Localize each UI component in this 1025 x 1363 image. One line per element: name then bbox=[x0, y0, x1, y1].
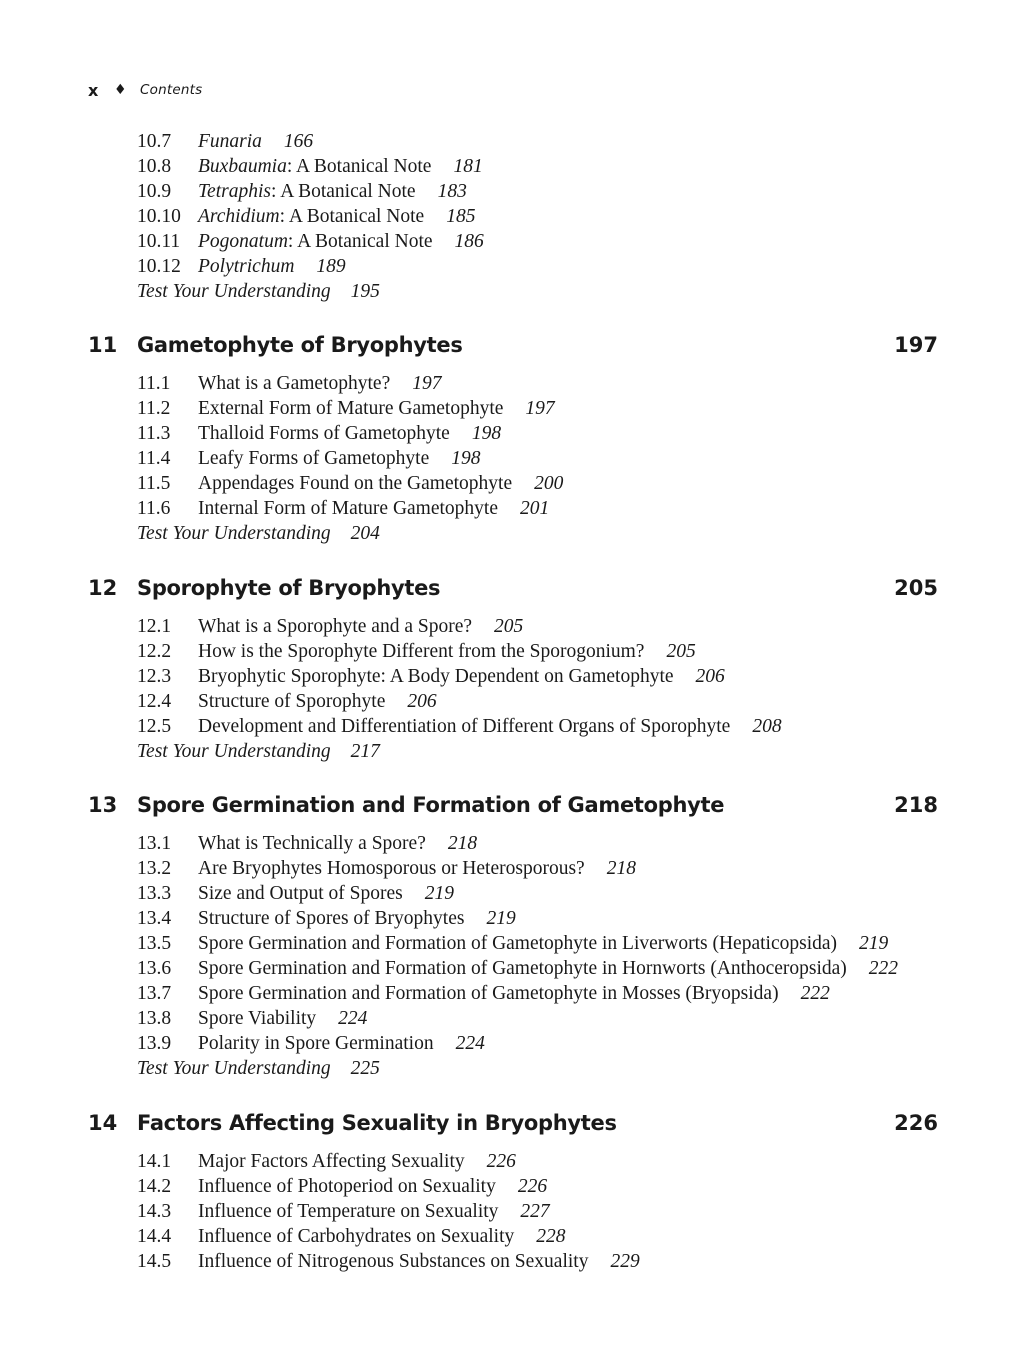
section-title bbox=[198, 498, 498, 519]
section-number: 13.8 bbox=[137, 1008, 172, 1029]
chapter-heading[interactable] bbox=[88, 1108, 938, 1138]
section-title-italic: Polytrichum bbox=[198, 256, 295, 277]
section-title-text: Are Bryophytes Homosporous or Heterosporous? bbox=[198, 858, 585, 879]
test-your-understanding-entry[interactable] bbox=[137, 739, 380, 764]
chapter-heading[interactable] bbox=[88, 573, 938, 603]
section-page-number: 206 bbox=[407, 691, 437, 712]
section-title bbox=[198, 1033, 434, 1054]
section-page-number: 198 bbox=[471, 423, 502, 444]
section-page-number: 189 bbox=[316, 256, 346, 277]
toc-entry[interactable] bbox=[137, 396, 555, 421]
chapter-title: Gametophyte of Bryophytes bbox=[137, 333, 463, 357]
toc-entry[interactable] bbox=[137, 714, 782, 739]
toc-entry[interactable] bbox=[137, 254, 346, 279]
section-title bbox=[198, 231, 433, 252]
section-page-number: 185 bbox=[446, 206, 476, 227]
section-title bbox=[198, 398, 503, 419]
section-page-number: 181 bbox=[453, 156, 483, 177]
section-title-text: How is the Sporophyte Different from the Sporogonium? bbox=[198, 641, 645, 662]
chapter-page-number: 197 bbox=[894, 333, 938, 357]
section-title bbox=[198, 833, 426, 854]
test-title: Test Your Understanding bbox=[137, 741, 331, 762]
test-page-number: 204 bbox=[350, 523, 380, 544]
toc-entry[interactable] bbox=[137, 831, 477, 856]
section-title-text: External Form of Mature Gametophyte bbox=[198, 398, 504, 419]
section-page-number: 200 bbox=[534, 473, 564, 494]
diamond-icon: ♦ bbox=[114, 82, 127, 98]
section-title-text: Spore Viability bbox=[198, 1008, 317, 1029]
section-title bbox=[198, 473, 512, 494]
section-number: 11.1 bbox=[137, 373, 171, 394]
chapter-number: 12 bbox=[88, 576, 118, 600]
section-number: 11.5 bbox=[137, 473, 171, 494]
test-title: Test Your Understanding bbox=[137, 523, 331, 544]
test-your-understanding-entry[interactable] bbox=[137, 1056, 380, 1081]
section-title bbox=[198, 1251, 588, 1272]
toc-entry[interactable] bbox=[137, 471, 563, 496]
toc-entry[interactable] bbox=[137, 421, 501, 446]
section-number: 12.2 bbox=[137, 641, 172, 662]
section-title bbox=[198, 1226, 514, 1247]
toc-entry[interactable] bbox=[137, 446, 480, 471]
section-page-number: 166 bbox=[283, 131, 314, 152]
section-title bbox=[198, 373, 390, 394]
page-folio: x bbox=[88, 80, 99, 100]
toc-entry[interactable] bbox=[137, 956, 898, 981]
toc-entry[interactable] bbox=[137, 1249, 640, 1274]
section-number: 12.1 bbox=[137, 616, 172, 637]
section-title bbox=[198, 131, 262, 152]
section-title bbox=[198, 1201, 498, 1222]
toc-entry[interactable] bbox=[137, 614, 523, 639]
section-page-number: 205 bbox=[494, 616, 524, 637]
section-number: 13.6 bbox=[137, 958, 172, 979]
section-title bbox=[198, 666, 674, 687]
chapter-heading[interactable] bbox=[88, 790, 938, 820]
test-title: Test Your Understanding bbox=[137, 1058, 331, 1079]
toc-entry[interactable] bbox=[137, 204, 475, 229]
section-page-number: 219 bbox=[486, 908, 516, 929]
section-title-text: Influence of Photoperiod on Sexuality bbox=[198, 1176, 496, 1197]
section-number: 10.12 bbox=[137, 256, 181, 277]
section-number: 10.9 bbox=[137, 181, 172, 202]
section-title-italic: Tetraphis bbox=[198, 181, 271, 202]
toc-entry[interactable] bbox=[137, 1224, 566, 1249]
section-title bbox=[198, 933, 837, 954]
section-title-text: What is a Gametophyte? bbox=[198, 373, 391, 394]
section-title bbox=[198, 883, 403, 904]
test-title: Test Your Understanding bbox=[137, 281, 331, 302]
section-title-text: Leafy Forms of Gametophyte bbox=[198, 448, 430, 469]
section-page-number: 218 bbox=[447, 833, 478, 854]
section-title bbox=[198, 1008, 316, 1029]
toc-entry[interactable] bbox=[137, 1006, 367, 1031]
chapter-number: 11 bbox=[88, 333, 118, 357]
section-number: 12.3 bbox=[137, 666, 172, 687]
test-your-understanding-entry[interactable] bbox=[137, 279, 380, 304]
section-number: 12.4 bbox=[137, 691, 172, 712]
section-title bbox=[198, 256, 294, 277]
section-title-text: : A Botanical Note bbox=[279, 206, 425, 227]
section-title-text: Spore Germination and Formation of Gametophyte in Hornworts (Anthoceropsida) bbox=[198, 958, 847, 979]
section-title-text: What is Technically a Spore? bbox=[198, 833, 426, 854]
section-number: 13.7 bbox=[137, 983, 172, 1004]
toc-entry[interactable] bbox=[137, 931, 888, 956]
section-title-text: Appendages Found on the Gametophyte bbox=[198, 473, 513, 494]
section-title bbox=[198, 181, 416, 202]
section-page-number: 186 bbox=[454, 231, 484, 252]
section-title bbox=[198, 448, 429, 469]
section-page-number: 219 bbox=[424, 883, 454, 904]
section-title bbox=[198, 641, 644, 662]
section-title bbox=[198, 983, 779, 1004]
section-number: 14.5 bbox=[137, 1251, 172, 1272]
section-title-text: Influence of Temperature on Sexuality bbox=[198, 1201, 499, 1222]
section-page-number: 222 bbox=[868, 958, 899, 979]
section-number: 13.4 bbox=[137, 908, 172, 929]
toc-entry[interactable] bbox=[137, 981, 830, 1006]
section-page-number: 206 bbox=[695, 666, 725, 687]
running-head-title: Contents bbox=[140, 82, 203, 98]
section-title-text: Structure of Spores of Bryophytes bbox=[198, 908, 465, 929]
section-number: 10.7 bbox=[137, 131, 172, 152]
section-title bbox=[198, 908, 464, 929]
toc-entry[interactable] bbox=[137, 906, 516, 931]
chapter-number: 13 bbox=[88, 793, 118, 817]
toc-entry[interactable] bbox=[137, 1199, 550, 1224]
section-title-text: : A Botanical Note bbox=[287, 231, 433, 252]
toc-entry[interactable] bbox=[137, 881, 454, 906]
chapter-title: Factors Affecting Sexuality in Bryophytes bbox=[137, 1111, 617, 1135]
running-head bbox=[88, 79, 202, 101]
section-title bbox=[198, 1151, 465, 1172]
section-number: 14.4 bbox=[137, 1226, 172, 1247]
section-title-text: : A Botanical Note bbox=[286, 156, 432, 177]
section-title-text: Polarity in Spore Germination bbox=[198, 1033, 434, 1054]
section-page-number: 224 bbox=[338, 1008, 368, 1029]
toc-entry[interactable] bbox=[137, 689, 437, 714]
toc-entry[interactable] bbox=[137, 664, 725, 689]
section-number: 11.2 bbox=[137, 398, 171, 419]
section-number: 13.3 bbox=[137, 883, 172, 904]
chapter-page-number: 218 bbox=[894, 793, 938, 817]
section-page-number: 226 bbox=[486, 1151, 516, 1172]
section-title-text: Structure of Sporophyte bbox=[198, 691, 386, 712]
chapter-title: Sporophyte of Bryophytes bbox=[137, 576, 441, 600]
section-number: 11.3 bbox=[137, 423, 171, 444]
section-page-number: 205 bbox=[666, 641, 696, 662]
section-title-text: Bryophytic Sporophyte: A Body Dependent on Gametophyte bbox=[198, 666, 674, 687]
section-title-text: Size and Output of Spores bbox=[198, 883, 403, 904]
section-number: 11.4 bbox=[137, 448, 171, 469]
section-page-number: 208 bbox=[752, 716, 782, 737]
toc-entry[interactable] bbox=[137, 1174, 547, 1199]
toc-entry[interactable] bbox=[137, 639, 696, 664]
section-title-text: Influence of Carbohydrates on Sexuality bbox=[198, 1226, 515, 1247]
section-page-number: 226 bbox=[517, 1176, 548, 1197]
section-title bbox=[198, 858, 585, 879]
section-title-italic: Archidium bbox=[198, 206, 280, 227]
section-title bbox=[198, 691, 385, 712]
section-title bbox=[198, 716, 730, 737]
section-title-text: Thalloid Forms of Gametophyte bbox=[198, 423, 450, 444]
section-number: 12.5 bbox=[137, 716, 172, 737]
chapter-page-number: 226 bbox=[894, 1111, 938, 1135]
section-number: 13.2 bbox=[137, 858, 172, 879]
section-title bbox=[198, 958, 847, 979]
section-page-number: 227 bbox=[520, 1201, 550, 1222]
section-page-number: 201 bbox=[520, 498, 550, 519]
section-page-number: 218 bbox=[606, 858, 636, 879]
toc-entry[interactable] bbox=[137, 179, 467, 204]
section-page-number: 197 bbox=[525, 398, 555, 419]
test-your-understanding-entry[interactable] bbox=[137, 521, 380, 546]
section-number: 14.3 bbox=[137, 1201, 172, 1222]
section-page-number: 219 bbox=[859, 933, 889, 954]
section-number: 13.9 bbox=[137, 1033, 172, 1054]
section-title bbox=[198, 1176, 496, 1197]
test-page-number: 195 bbox=[350, 281, 380, 302]
section-title-italic: Funaria bbox=[198, 131, 262, 152]
section-number: 14.1 bbox=[137, 1151, 172, 1172]
section-page-number: 183 bbox=[437, 181, 467, 202]
section-number: 11.6 bbox=[137, 498, 171, 519]
toc-entry[interactable] bbox=[137, 1149, 516, 1174]
chapter-page-number: 205 bbox=[894, 576, 938, 600]
chapter-title: Spore Germination and Formation of Gametophyte bbox=[137, 793, 725, 817]
section-number: 13.5 bbox=[137, 933, 172, 954]
section-page-number: 222 bbox=[800, 983, 830, 1004]
section-title-text: Influence of Nitrogenous Substances on Sexuality bbox=[198, 1251, 589, 1272]
section-page-number: 229 bbox=[610, 1251, 640, 1272]
chapter-heading[interactable] bbox=[88, 330, 938, 360]
toc-entry[interactable] bbox=[137, 856, 636, 881]
toc-entry[interactable] bbox=[137, 129, 313, 154]
section-number: 14.2 bbox=[137, 1176, 172, 1197]
section-title-text: Development and Differentiation of Different Organs of Sporophyte bbox=[198, 716, 731, 737]
section-number: 10.10 bbox=[137, 206, 181, 227]
section-title-italic: Buxbaumia bbox=[198, 156, 287, 177]
section-page-number: 224 bbox=[455, 1033, 485, 1054]
test-page-number: 225 bbox=[350, 1058, 380, 1079]
section-title bbox=[198, 156, 431, 177]
section-title bbox=[198, 423, 450, 444]
section-title-text: Internal Form of Mature Gametophyte bbox=[198, 498, 498, 519]
test-page-number: 217 bbox=[350, 741, 380, 762]
section-page-number: 228 bbox=[536, 1226, 566, 1247]
toc-entry[interactable] bbox=[137, 371, 441, 396]
section-title-text: : A Botanical Note bbox=[270, 181, 416, 202]
section-number: 10.11 bbox=[137, 231, 181, 252]
section-title bbox=[198, 616, 472, 637]
toc-entry[interactable] bbox=[137, 496, 549, 521]
toc-entry[interactable] bbox=[137, 154, 483, 179]
section-title-italic: Pogonatum bbox=[198, 231, 288, 252]
section-title-text: Spore Germination and Formation of Gametophyte in Liverworts (Hepaticopsida) bbox=[198, 933, 838, 954]
section-page-number: 197 bbox=[412, 373, 442, 394]
chapter-number: 14 bbox=[88, 1111, 118, 1135]
section-title-text: What is a Sporophyte and a Spore? bbox=[198, 616, 473, 637]
toc-entry[interactable] bbox=[137, 229, 484, 254]
section-number: 10.8 bbox=[137, 156, 172, 177]
section-title-text: Major Factors Affecting Sexuality bbox=[198, 1151, 465, 1172]
toc-entry[interactable] bbox=[137, 1031, 485, 1056]
section-number: 13.1 bbox=[137, 833, 172, 854]
section-page-number: 198 bbox=[451, 448, 481, 469]
section-title-text: Spore Germination and Formation of Gametophyte in Mosses (Bryopsida) bbox=[198, 983, 779, 1004]
section-title bbox=[198, 206, 424, 227]
